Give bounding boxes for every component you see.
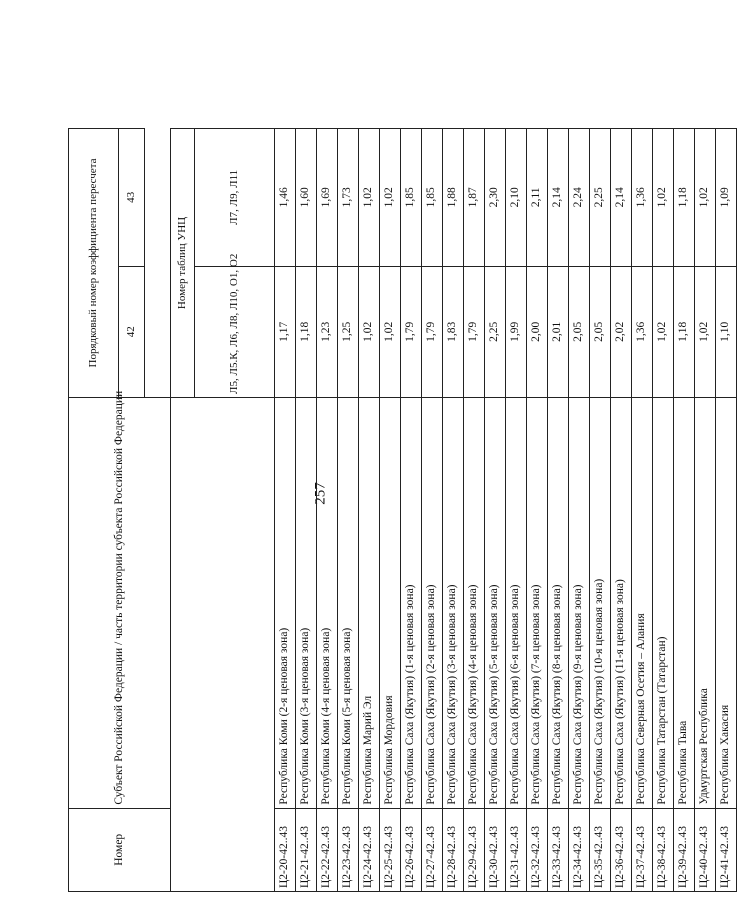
table-row [506,129,527,892]
row-subject: Республика Саха (Якутия) (2-я ценовая зона) [422,397,443,808]
row-value-43: 1,02 [653,129,674,267]
row-value-42: 2,05 [569,266,590,397]
row-subject: Республика Саха (Якутия) (1-я ценовая зона) [401,397,422,808]
row-value-42: 1,25 [338,266,359,397]
row-code: Ц2-37-42..43 [632,808,653,891]
row-value-42: 1,83 [443,266,464,397]
coefficients-table [68,128,737,892]
row-value-43: 2,25 [590,129,611,267]
row-value-43: 1,09 [716,129,737,267]
row-value-42: 1,10 [716,266,737,397]
row-subject: Республика Коми (3-я ценовая зона) [296,397,317,808]
row-code: Ц2-26-42..43 [401,808,422,891]
row-value-43: 1,85 [422,129,443,267]
table-row [317,129,338,892]
row-value-43: 1,02 [380,129,401,267]
row-value-42: 1,23 [317,266,338,397]
row-subject: Республика Саха (Якутия) (11-я ценовая зона) [611,397,632,808]
table-row [380,129,401,892]
row-value-42: 2,05 [590,266,611,397]
row-code: Ц2-41-42..43 [716,808,737,891]
row-value-42: 1,79 [464,266,485,397]
row-subject: Республика Саха (Якутия) (8-я ценовая зона) [548,397,569,808]
row-value-42: 1,02 [653,266,674,397]
row-value-43: 1,36 [632,129,653,267]
row-subject: Республика Саха (Якутия) (3-я ценовая зона) [443,397,464,808]
table-row [716,129,737,892]
row-value-43: 2,11 [527,129,548,267]
row-value-42: 1,02 [359,266,380,397]
header-col-42: 42 [119,266,145,397]
table-container [68,128,732,892]
table-row [296,129,317,892]
row-code: Ц2-23-42..43 [338,808,359,891]
row-subject: Республика Саха (Якутия) (5-я ценовая зона) [485,397,506,808]
row-value-43: 1,73 [338,129,359,267]
row-value-43: 1,85 [401,129,422,267]
table-row [401,129,422,892]
row-subject: Республика Мордовия [380,397,401,808]
table-row [548,129,569,892]
row-value-43: 1,18 [674,129,695,267]
row-value-42: 1,02 [695,266,716,397]
row-value-42: 1,36 [632,266,653,397]
row-subject: Республика Саха (Якутия) (9-я ценовая зона) [569,397,590,808]
row-value-42: 1,17 [275,266,296,397]
row-value-43: 2,14 [611,129,632,267]
row-code: Ц2-20-42..43 [275,808,296,891]
row-code: Ц2-31-42..43 [506,808,527,891]
table-row [632,129,653,892]
row-subject: Республика Хакасия [716,397,737,808]
row-code: Ц2-30-42..43 [485,808,506,891]
header-col-43: 43 [119,129,145,267]
page-number: 257 [312,482,329,505]
row-code: Ц2-33-42..43 [548,808,569,891]
row-subject: Республика Северная Осетия – Алания [632,397,653,808]
table-row [695,129,716,892]
row-subject: Республика Саха (Якутия) (4-я ценовая зона) [464,397,485,808]
row-subject: Республика Тыва [674,397,695,808]
row-subject: Республика Саха (Якутия) (10-я ценовая зона) [590,397,611,808]
row-value-42: 1,02 [380,266,401,397]
table-row [464,129,485,892]
row-value-42: 1,79 [401,266,422,397]
row-subject: Республика Коми (5-я ценовая зона) [338,397,359,808]
row-subject: Республика Саха (Якутия) (6-я ценовая зона) [506,397,527,808]
table-row [569,129,590,892]
row-code: Ц2-29-42..43 [464,808,485,891]
row-value-43: 1,02 [695,129,716,267]
row-code: Ц2-39-42..43 [674,808,695,891]
table-row [359,129,380,892]
row-value-42: 1,99 [506,266,527,397]
row-value-42: 2,00 [527,266,548,397]
header-tables-43: Л7, Л9, Л11 [195,129,275,267]
row-value-43: 2,30 [485,129,506,267]
row-subject: Удмуртская Республика [695,397,716,808]
row-value-42: 1,18 [674,266,695,397]
row-value-42: 1,79 [422,266,443,397]
row-code: Ц2-25-42..43 [380,808,401,891]
row-code: Ц2-38-42..43 [653,808,674,891]
header-tables-42: Л5, Л5.К, Л6, Л8, Л10, О1, О2 [195,266,275,397]
header-number: Номер [69,808,171,891]
row-value-43: 1,46 [275,129,296,267]
table-row [653,129,674,892]
table-row [275,129,296,892]
row-subject: Республика Марий Эл [359,397,380,808]
row-value-43: 1,60 [296,129,317,267]
row-code: Ц2-21-42..43 [296,808,317,891]
row-code: Ц2-22-42..43 [317,808,338,891]
row-value-42: 2,25 [485,266,506,397]
row-subject: Республика Татарстан (Татарстан) [653,397,674,808]
row-subject: Республика Саха (Якутия) (7-я ценовая зона) [527,397,548,808]
row-code: Ц2-40-42..43 [695,808,716,891]
header-subject: Субъект Российской Федерации / часть территории субъекта Российской Федерации [69,397,171,808]
row-value-43: 2,14 [548,129,569,267]
table-row [485,129,506,892]
header-coef-order: Порядковый номер коэффициента пересчета [69,129,119,398]
row-value-43: 1,87 [464,129,485,267]
table-row [443,129,464,892]
row-code: Ц2-24-42..43 [359,808,380,891]
row-value-43: 2,10 [506,129,527,267]
row-value-43: 1,88 [443,129,464,267]
table-row [674,129,695,892]
row-code: Ц2-32-42..43 [527,808,548,891]
table-row [422,129,443,892]
row-value-42: 2,02 [611,266,632,397]
row-subject: Республика Коми (2-я ценовая зона) [275,397,296,808]
row-code: Ц2-34-42..43 [569,808,590,891]
row-value-43: 1,02 [359,129,380,267]
row-value-43: 2,24 [569,129,590,267]
row-subject: Республика Коми (4-я ценовая зона) [317,397,338,808]
header-tables-label: Номер таблиц УНЦ [171,129,195,398]
table-row [611,129,632,892]
row-value-42: 1,18 [296,266,317,397]
row-code: Ц2-35-42..43 [590,808,611,891]
table-row [338,129,359,892]
table-row [527,129,548,892]
row-value-43: 1,69 [317,129,338,267]
row-code: Ц2-28-42..43 [443,808,464,891]
row-code: Ц2-27-42..43 [422,808,443,891]
table-row [590,129,611,892]
row-code: Ц2-36-42..43 [611,808,632,891]
row-value-42: 2,01 [548,266,569,397]
